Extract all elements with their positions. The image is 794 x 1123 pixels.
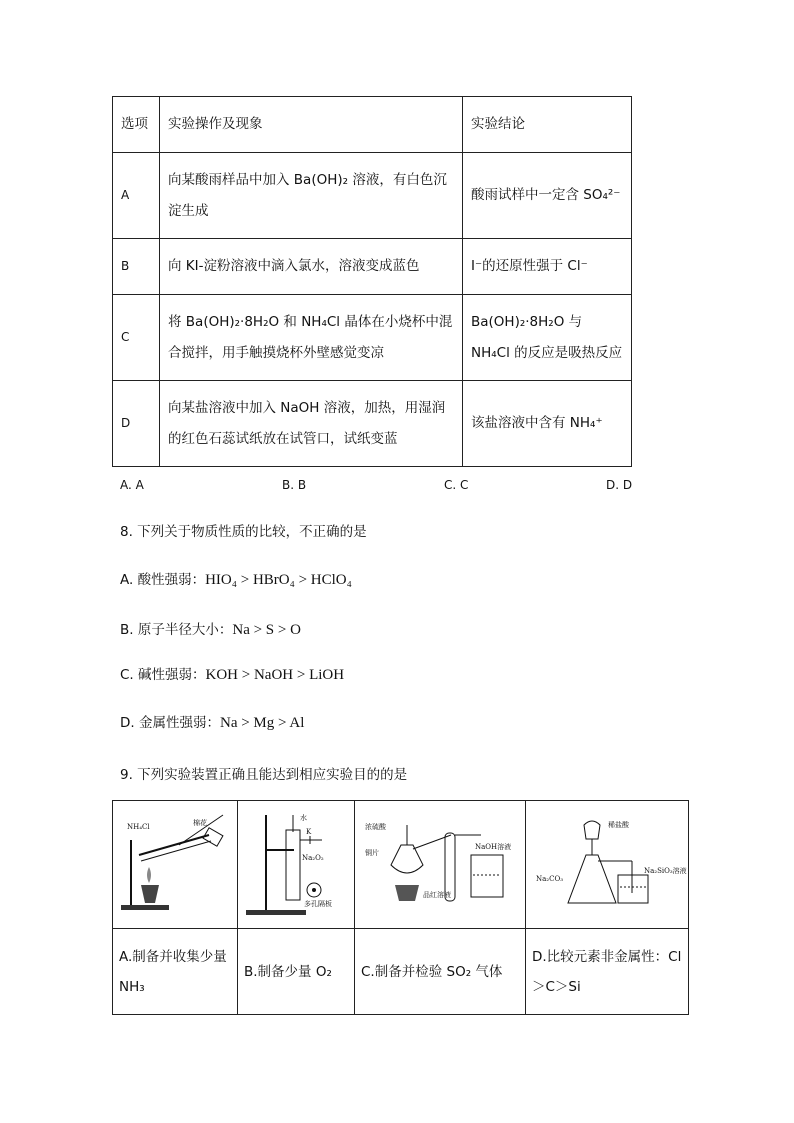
label-na2o2: Na₂O₂ [302, 853, 324, 862]
row-operation: 向某酸雨样品中加入 Ba(OH)₂ 溶液，有白色沉淀生成 [160, 153, 463, 239]
label-na2co3: Na₂CO₃ [536, 874, 564, 883]
label-porous-plate: 多孔隔板 [304, 899, 332, 908]
figure-cell-b[interactable] [238, 801, 355, 929]
q8-option-d[interactable] [120, 711, 304, 732]
q8-option-a[interactable] [120, 568, 352, 589]
experiment-table [112, 96, 632, 467]
row-conclusion: 该盐溶液中含有 NH₄⁺ [463, 381, 632, 467]
label-dilute-hcl: 稀盐酸 [608, 820, 629, 829]
row-operation: 向 KI-淀粉溶液中滴入氯水，溶液变成蓝色 [160, 239, 463, 295]
apparatus-table [112, 800, 689, 1015]
row-conclusion: 酸雨试样中一定含 SO₄²⁻ [463, 153, 632, 239]
option-formula: Na > S > O [232, 622, 301, 638]
figure-cell-c[interactable] [355, 801, 526, 929]
table-row [113, 381, 632, 467]
option-formula: KOH > NaOH > LiOH [205, 667, 345, 683]
apparatus-c-figure [361, 815, 519, 915]
row-conclusion: I⁻的还原性强于 Cl⁻ [463, 239, 632, 295]
row-option: D [113, 381, 160, 467]
header-conclusion: 实验结论 [463, 97, 632, 153]
figure-cell-d[interactable] [526, 801, 689, 929]
figure-cell-a[interactable] [113, 801, 238, 929]
option-formula: Na > Mg > Al [219, 715, 305, 731]
row-conclusion: Ba(OH)₂·8H₂O 与 NH₄Cl 的反应是吸热反应 [463, 295, 632, 381]
answer-option-c[interactable]: C. C [444, 478, 469, 492]
row-option: C [113, 295, 160, 381]
label-conc-h2so4: 浓硫酸 [365, 822, 386, 831]
answer-option-d[interactable]: D. D [606, 478, 633, 492]
caption-a[interactable]: A.制备并收集少量 NH₃ [113, 929, 238, 1015]
table-row [113, 153, 632, 239]
caption-d[interactable]: D.比较元素非金属性：Cl＞C＞Si [526, 929, 689, 1015]
table-row [113, 295, 632, 381]
caption-b[interactable]: B.制备少量 O₂ [238, 929, 355, 1015]
row-option: B [113, 239, 160, 295]
header-option: 选项 [113, 97, 160, 153]
apparatus-a-figure [119, 815, 231, 915]
table-header-row [113, 97, 632, 153]
header-operation: 实验操作及现象 [160, 97, 463, 153]
apparatus-b-figure [244, 810, 348, 920]
table-row [113, 239, 632, 295]
label-cotton: 棉花 [193, 818, 207, 827]
answer-option-b[interactable]: B. B [282, 478, 307, 492]
caption-c[interactable]: C.制备并检验 SO₂ 气体 [355, 929, 526, 1015]
question-8-stem: 8. 下列关于物质性质的比较，不正确的是 [120, 524, 367, 540]
answer-option-a[interactable]: A. A [120, 478, 144, 492]
label-k: K [306, 827, 312, 836]
question-9-stem: 9. 下列实验装置正确且能达到相应实验目的的是 [120, 767, 408, 783]
label-na2sio3: Na₂SiO₃溶液 [644, 866, 687, 875]
apparatus-d-figure [532, 815, 687, 915]
label-water: 水 [300, 813, 307, 822]
option-prefix: A. 酸性强弱： [120, 572, 206, 588]
figure-row [113, 801, 689, 929]
option-prefix: D. 金属性强弱： [120, 715, 220, 731]
q8-option-c[interactable] [120, 663, 344, 684]
label-nh4cl: NH₄Cl [127, 822, 150, 831]
label-magenta: 品红溶液 [423, 890, 451, 899]
label-naoh: NaOH溶液 [475, 842, 512, 851]
q8-option-b[interactable] [120, 618, 301, 639]
option-prefix: C. 碱性强弱： [120, 667, 206, 683]
label-copper: 铜片 [365, 848, 379, 857]
caption-row [113, 929, 689, 1015]
option-formula: HIO₄ > HBrO₄ > HClO₄ [205, 572, 352, 588]
row-option: A [113, 153, 160, 239]
row-operation: 向某盐溶液中加入 NaOH 溶液，加热，用湿润的红色石蕊试纸放在试管口，试纸变蓝 [160, 381, 463, 467]
option-prefix: B. 原子半径大小： [120, 622, 233, 638]
row-operation: 将 Ba(OH)₂·8H₂O 和 NH₄Cl 晶体在小烧杯中混合搅拌，用手触摸烧杯外壁感觉变凉 [160, 295, 463, 381]
